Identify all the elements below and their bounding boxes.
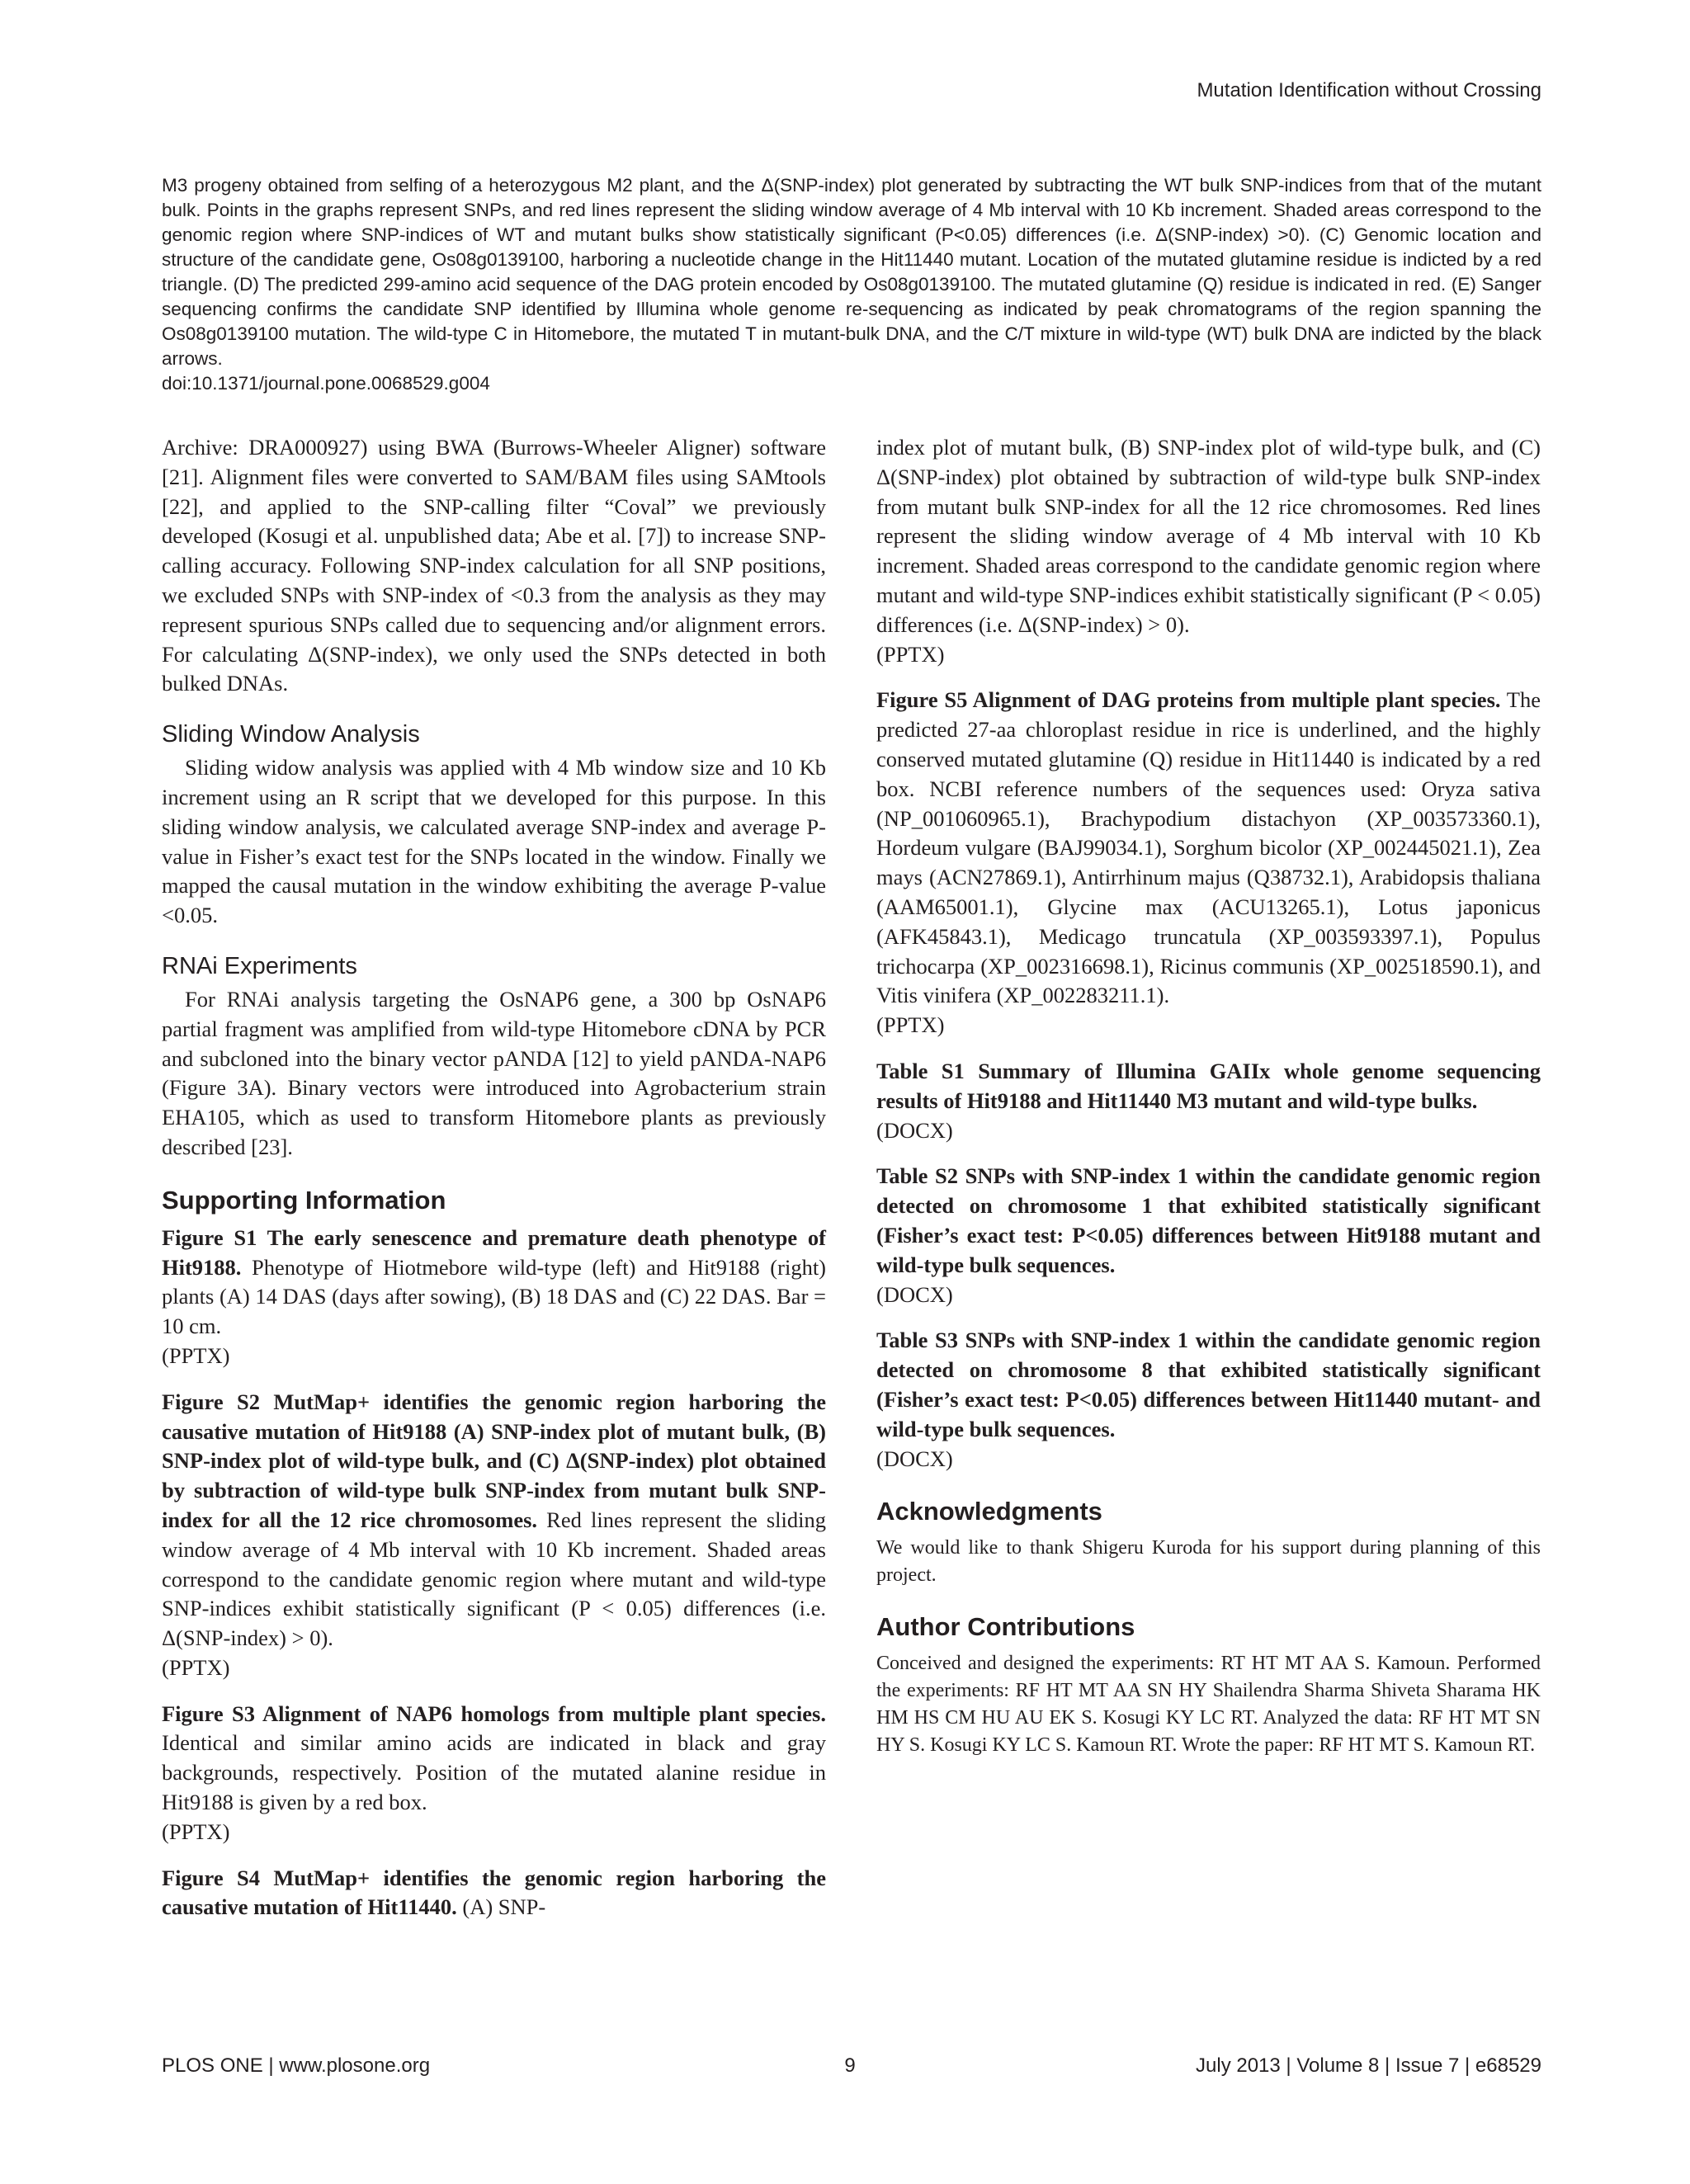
figure-s4-continuation [876, 433, 1541, 669]
heading-acknowledgments: Acknowledgments [876, 1497, 1102, 1526]
sliding-window-paragraph: Sliding widow analysis was applied with 4 Mb window size and 10 Kb increment using an R script that we developed for this purpose. In this sliding window analysis, we calculated average SNP-index and average P-value in Fisher’s exact test for the SNPs located in the window. Finally we mapped the causal mutation in the window exhibiting the average P-value <0.05. [162, 755, 826, 928]
figure-s3-body: Identical and similar amino acids are indicated in black and gray backgrounds, respectively. Position of the mutated alanine residue in Hit9188 is given by a red box. [162, 1730, 826, 1815]
figure-s4-title[interactable]: Figure S4 MutMap+ identifies the genomic region harboring the causative mutation of Hit11440. [162, 1865, 826, 1920]
table-s1-format[interactable]: (DOCX) [876, 1117, 953, 1143]
figure-s5-body: The predicted 27-aa chloroplast residue in rice is underlined, and the highly conserved mutated glutamine (Q) residue in Hit11440 is indicated by a red box. NCBI reference numbers of the sequences used: Oryza sativa (NP_001060965.1), Brachypodium distachyon (XP_003573360.1), Hordeum vulgare (BAJ99034.1), Sorghum bicolor (XP_002445021.1), Zea mays (ACN27869.1), Antirrhinum majus (Q38732.1), Arabidopsis thaliana (AAM65001.1), Glycine max (ACU13265.1), Lotus japonicus (AFK45843.1), Medicago truncatula (XP_003593397.1), Populus trichocarpa (XP_002316698.1), Ricinus communis (XP_002518590.1), and Vitis vinifera (XP_002283211.1). [876, 687, 1541, 1008]
footer-issue: July 2013 | Volume 8 | Issue 7 | e68529 [1196, 2054, 1541, 2077]
table-s2-format[interactable]: (DOCX) [876, 1281, 953, 1307]
caption-text: M3 progeny obtained from selfing of a heterozygous M2 plant, and the Δ(SNP-index) plot generated by subtracting the WT bulk SNP-indices from that of the mutant bulk. Points in the graphs represent SNPs, and red lines represent the sliding window average of 4 Mb interval with 10 Kb increment. Shaded areas correspond to the genomic region where SNP-indices of WT and mutant bulks show statistically significant (P<0.05) differences (i.e. Δ(SNP-index) >0). (C) Genomic location and structure of the candidate gene, Os08g0139100, harboring a nucleotide change in the Hit11440 mutant. Location of the mutated glutamine residue is indicted by a red triangle. (D) The predicted 299-amino acid sequence of the DAG protein encoded by Os08g0139100. The mutated glutamine (Q) residue is indicated in red. (E) Sanger sequencing confirms the candidate SNP identified by Illumina whole genome re-sequencing as indicated by peak chromatograms of the region spanning the Os08g0139100 mutation. The wild-type C in Hitomebore, the mutated T in mutant-bulk DNA, and the C/T mixture in wild-type (WT) bulk DNA are indicted by the black arrows. [162, 175, 1541, 369]
figure-s5-format[interactable]: (PPTX) [876, 1012, 945, 1038]
figure-s4-body: (A) SNP- [462, 1894, 546, 1920]
figure-s1-body: Phenotype of Hiotmebore wild-type (left) and Hit9188 (right) plants (A) 14 DAS (days after sowing), (B) 18 DAS and (C) 22 DAS. Bar = 10 cm. [162, 1254, 827, 1339]
running-head: Mutation Identification without Crossing [1197, 79, 1541, 101]
table-s3-format[interactable]: (DOCX) [876, 1446, 953, 1471]
figure-s3-entry [162, 1700, 826, 1847]
figure-s3-format[interactable]: (PPTX) [162, 1818, 230, 1844]
figure-s3-title[interactable]: Figure S3 Alignment of NAP6 homologs from multiple plant species. [162, 1701, 826, 1726]
table-s2-title[interactable]: Table S2 SNPs with SNP-index 1 within the candidate genomic region detected on chromosome 1 that exhibited statistically significant (Fisher’s exact test: P<0.05) differences between Hit9188 mutant and wild-type bulk sequences. [876, 1163, 1541, 1277]
footer-page-number: 9 [844, 2054, 856, 2077]
left-column [162, 433, 826, 1939]
figure-s5-entry [876, 686, 1541, 1040]
heading-supporting-information: Supporting Information [162, 1185, 446, 1215]
figure-s4-format[interactable]: (PPTX) [876, 641, 945, 667]
rnai-paragraph: For RNAi analysis targeting the OsNAP6 gene, a 300 bp OsNAP6 partial fragment was amplified from wild-type Hitomebore cDNA by PCR and subcloned into the binary vector pANDA [12] to yield pANDA-NAP6 (Figure 3A). Binary vectors were introduced into Agrobacterium strain EHA105, which as used to transform Hitomebore plants as previously described [23]. [162, 986, 826, 1159]
table-s3-entry [876, 1326, 1541, 1474]
methods-paragraph: Archive: DRA000927) using BWA (Burrows-Wheeler Aligner) software [21]. Alignment files were converted to SAM/BAM files using SAMtools [22], and applied to the SNP-calling filter “Coval” we previously developed (Kosugi et al. unpublished data; Abe et al. [7]) to increase SNP-calling accuracy. Following SNP-index calculation for all SNP positions, we excluded SNPs with SNP-index of <0.3 from the analysis as they may represent spurious SNPs called due to sequencing and/or alignment errors. For calculating Δ(SNP-index), we only used the SNPs detected in both bulked DNAs. [162, 435, 826, 696]
figure-s5-title[interactable]: Figure S5 Alignment of DAG proteins from multiple plant species. [876, 687, 1501, 713]
figure-s2-title[interactable]: Figure S2 MutMap+ identifies the genomic region harboring the causative mutation of Hit9188 (A) SNP-index plot of mutant bulk, (B) SNP-index plot of wild-type bulk, and (C) Δ(SNP-index) plot obtained by subtraction of wild-type bulk SNP-index from mutant bulk SNP-index for all the 12 rice chromosomes. [162, 1389, 826, 1532]
figure-s2-body: Red lines represent the sliding window average of 4 Mb interval with 10 Kb increment. Shaded areas correspond to the candidate genomic region where mutant and wild-type SNP-indices exhibit statistically significant (P < 0.05) differences (i.e. Δ(SNP-index) > 0). [162, 1507, 827, 1651]
caption-doi: doi:10.1371/journal.pone.0068529.g004 [162, 373, 490, 394]
figure-s4-entry [162, 1864, 826, 1923]
figure-s2-entry [162, 1388, 826, 1683]
figure-s1-title[interactable]: Figure S1 The early senescence and premature death phenotype of Hit9188. [162, 1224, 826, 1280]
acknowledgments-text: We would like to thank Shigeru Kuroda for his support during planning of this project. [876, 1537, 1541, 1587]
figure-caption-continuation [162, 173, 1541, 396]
figure-s1-entry [162, 1224, 826, 1371]
right-column [876, 433, 1541, 1759]
heading-rnai: RNAi Experiments [162, 952, 357, 979]
author-contributions-text: Conceived and designed the experiments: RT HT MT AA S. Kamoun. Performed the experiments: RF HT MT AA SN HY Shailendra Sharma Shiveta Sharama HK HM HS CM HU AU EK S. Kosugi KY LC RT. Analyzed the data: RF HT MT SN HY S. Kosugi KY LC S. Kamoun RT. Wrote the paper: RF HT MT S. Kamoun RT. [876, 1653, 1541, 1757]
figure-s4-body-cont: index plot of mutant bulk, (B) SNP-index plot of wild-type bulk, and (C) Δ(SNP-index) plot obtained by subtraction of wild-type bulk SNP-index from mutant bulk SNP-index for all the 12 rice chromosomes. Red lines represent the sliding window average of 4 Mb interval with 10 Kb increment. Shaded areas correspond to the candidate genomic region where mutant and wild-type SNP-indices exhibit statistically significant (P < 0.05) differences (i.e. Δ(SNP-index) > 0). [876, 435, 1541, 637]
table-s3-title[interactable]: Table S3 SNPs with SNP-index 1 within the candidate genomic region detected on chromosome 8 that exhibited statistically significant (Fisher’s exact test: P<0.05) differences between Hit11440 mutant- and wild-type bulk sequences. [876, 1328, 1541, 1441]
table-s1-entry [876, 1057, 1541, 1145]
table-s1-title[interactable]: Table S1 Summary of Illumina GAIIx whole genome sequencing results of Hit9188 and Hit11440 M3 mutant and wild-type bulks. [876, 1058, 1541, 1113]
figure-s1-format[interactable]: (PPTX) [162, 1342, 230, 1368]
footer-journal[interactable]: PLOS ONE | www.plosone.org [162, 2054, 431, 2077]
heading-author-contributions: Author Contributions [876, 1612, 1135, 1642]
heading-sliding-window: Sliding Window Analysis [162, 721, 420, 748]
figure-s2-format[interactable]: (PPTX) [162, 1654, 230, 1680]
table-s2-entry [876, 1162, 1541, 1309]
